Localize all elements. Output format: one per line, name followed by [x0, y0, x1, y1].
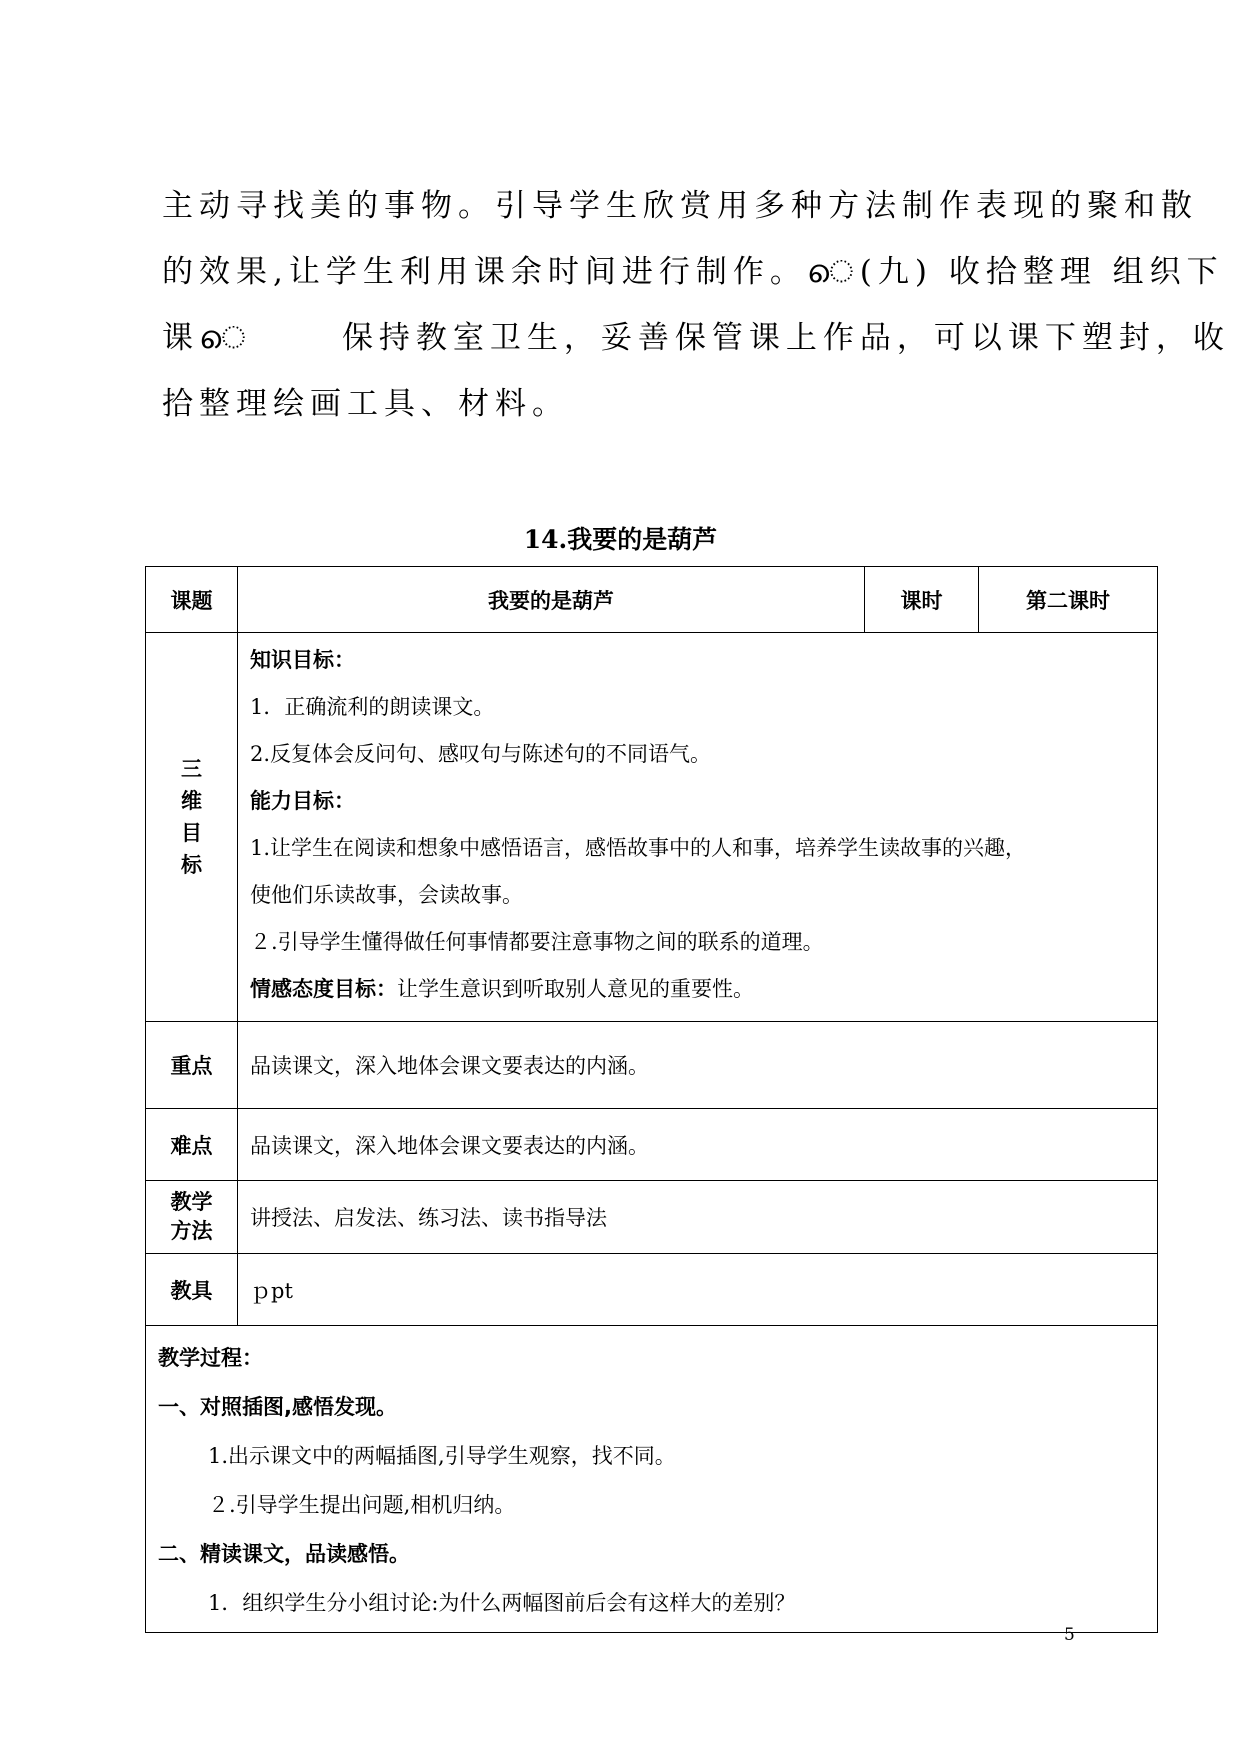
intro-line-3	[162, 320, 1230, 356]
method-label-line-2: 方法	[170, 1219, 213, 1243]
goals-label-char-1: 三	[181, 757, 202, 781]
ability-item-1b: 使他们乐读故事，会读故事。	[250, 883, 523, 907]
section2-item-1: 1．组织学生分小组讨论:为什么两幅图前后会有这样大的差别？	[208, 1591, 796, 1615]
goals-row	[146, 633, 1158, 1022]
period-label: 课时	[865, 567, 979, 633]
intro-paragraph	[162, 188, 1230, 452]
knowledge-heading: 知识目标：	[250, 648, 355, 672]
topic-row	[146, 567, 1158, 633]
method-label-line-1: 教学	[170, 1190, 213, 1214]
tools-value: ｐpt	[238, 1254, 1158, 1326]
topic-value: 我要的是葫芦	[238, 567, 865, 633]
ability-heading: 能力目标：	[250, 789, 355, 813]
process-row	[146, 1326, 1158, 1633]
emotion-heading: 情感态度目标：	[250, 977, 397, 1001]
emotion-text: 让学生意识到听取别人意见的重要性。	[397, 977, 754, 1001]
intro-line-3-start: 课െ	[162, 320, 252, 356]
knowledge-item-2: 2.反复体会反问句、感叹句与陈述句的不同语气。	[250, 742, 712, 766]
lesson-plan-table	[145, 566, 1158, 1633]
difficulty-label: 难点	[146, 1109, 238, 1181]
goals-label-char-3: 目	[181, 821, 202, 845]
process-heading: 教学过程：	[158, 1346, 263, 1370]
process-content	[146, 1326, 1158, 1633]
ability-item-2: ２.引导学生懂得做任何事情都要注意事物之间的联系的道理。	[250, 930, 824, 954]
topic-label: 课题	[146, 567, 238, 633]
intro-line-2: 的效果,让学生利用课余时间进行制作。െ(九) 收拾整理 组织下	[162, 254, 1224, 290]
ability-item-1a: 1.让学生在阅读和想象中感悟语言，感悟故事中的人和事，培养学生读故事的兴趣，	[250, 836, 1027, 860]
knowledge-item-1: 1．正确流利的朗读课文。	[250, 695, 495, 719]
intro-line-4: 拾整理绘画工具、材料。	[162, 386, 569, 422]
lesson-title: 14.我要的是葫芦	[523, 525, 718, 554]
tools-row	[146, 1254, 1158, 1326]
goals-label-char-4: 标	[181, 853, 202, 877]
intro-line-3-rest: 保持教室卫生，妥善保管课上作品，可以课下塑封，收	[341, 320, 1230, 356]
method-value: 讲授法、启发法、练习法、读书指导法	[238, 1181, 1158, 1254]
section2-heading: 二、精读课文，品读感悟。	[158, 1542, 410, 1566]
goals-label	[146, 633, 238, 1022]
keypoint-value: 品读课文，深入地体会课文要表达的内涵。	[238, 1022, 1158, 1109]
keypoint-row	[146, 1022, 1158, 1109]
method-label	[146, 1181, 238, 1254]
goals-content	[238, 633, 1158, 1022]
page-number: 5	[1064, 1625, 1075, 1645]
emotion-goal	[250, 966, 1149, 1013]
tools-label: 教具	[146, 1254, 238, 1326]
keypoint-label: 重点	[146, 1022, 238, 1109]
difficulty-row	[146, 1109, 1158, 1181]
period-value: 第二课时	[979, 567, 1158, 633]
goals-label-char-2: 维	[181, 789, 202, 813]
section1-item-1: 1.出示课文中的两幅插图,引导学生观察，找不同。	[208, 1444, 676, 1468]
difficulty-value: 品读课文，深入地体会课文要表达的内涵。	[238, 1109, 1158, 1181]
method-row	[146, 1181, 1158, 1254]
intro-line-1: 主动寻找美的事物。引导学生欣赏用多种方法制作表现的聚和散	[162, 188, 1198, 224]
section1-item-2: ２.引导学生提出问题,相机归纳。	[208, 1493, 516, 1517]
section1-heading: 一、对照插图,感悟发现。	[158, 1395, 397, 1419]
